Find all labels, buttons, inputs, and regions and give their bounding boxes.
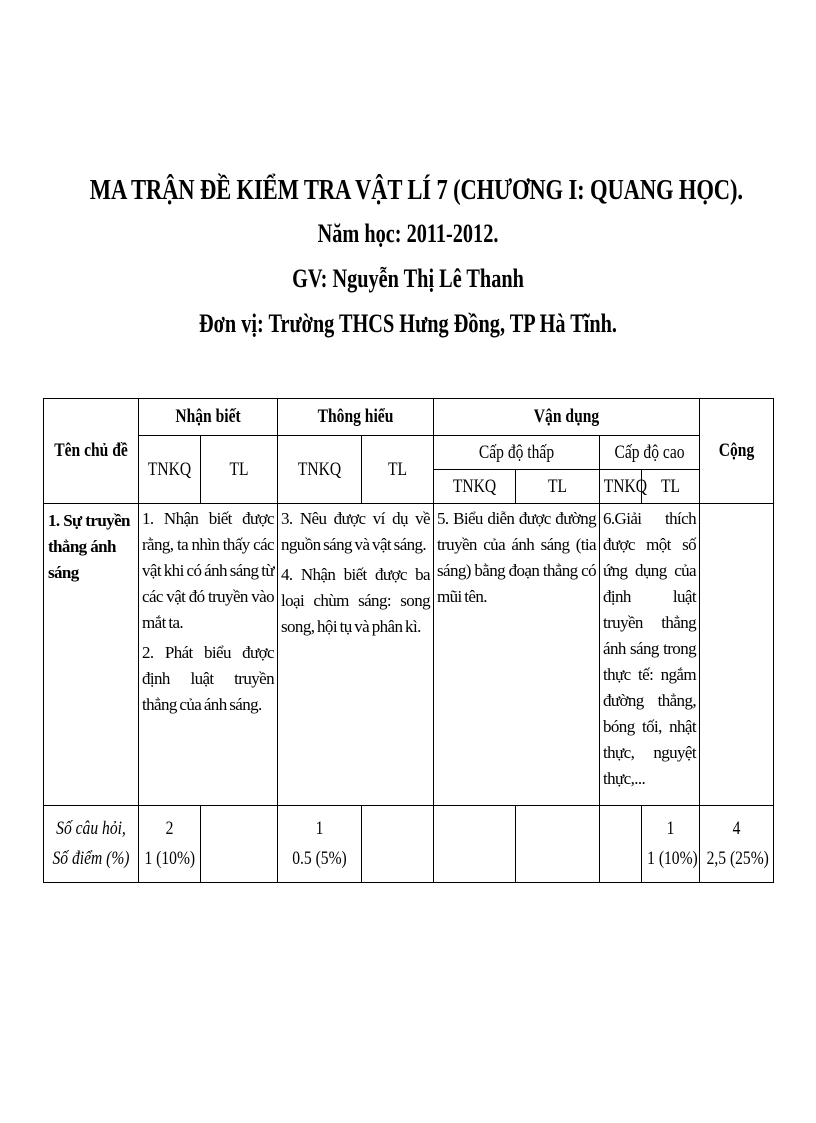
header-topic: Tên chủ đề: [44, 399, 139, 504]
summary-row: [44, 806, 774, 883]
summary-cong: 4 2,5 (25%): [700, 806, 774, 883]
objective-4: 4. Nhận biết được ba loại chùm sáng: song song, hội tụ và phân kì.: [281, 565, 430, 636]
summary-th-tnkq: 1 0.5 (5%): [278, 806, 362, 883]
summary-cao-tnkq: [600, 806, 642, 883]
objective-6: 6.Giải thích được một số ứng dụng của định luật truyền thẳng ánh sáng trong thực tế: ngắm đường thẳng, bóng tối, nhật thực, nguyệt thực,...: [603, 509, 696, 788]
header-nb-tnkq: TNKQ: [139, 436, 201, 504]
header-row-1: [44, 399, 774, 436]
objective-5: 5. Biểu diễn được đường truyền của ánh sáng (tia sáng) bằng đoạn thẳng có mũi tên.: [437, 509, 596, 606]
header-cong: Cộng: [700, 399, 774, 504]
objective-1: 1. Nhận biết được rằng, ta nhìn thấy các vật khi có ánh sáng từ các vật đó truyền vào mắt ta.: [142, 509, 274, 632]
header-cap-do-thap: Cấp độ thấp: [434, 436, 600, 470]
topic-row: [44, 504, 774, 806]
school-year: Năm học: 2011-2012.: [317, 219, 499, 248]
header-van-dung: Vận dụng: [434, 399, 700, 436]
header-row-2: [44, 436, 774, 470]
header-th-tl: TL: [362, 436, 434, 504]
objective-2: 2. Phát biểu được định luật truyền thẳng của ánh sáng.: [142, 643, 274, 714]
van-dung-thap-content: [434, 504, 600, 806]
header-thap-tnkq: TNKQ: [434, 470, 516, 504]
summary-label: Số câu hỏi, Số điểm (%): [44, 806, 139, 883]
summary-thap-tl: [516, 806, 600, 883]
cong-empty: [700, 504, 774, 806]
header-cap-do-cao: Cấp độ cao: [600, 436, 700, 470]
header-th-tnkq: TNKQ: [278, 436, 362, 504]
nhan-biet-content: [139, 504, 278, 806]
summary-nb-tl: [201, 806, 278, 883]
header-thap-tl: TL: [516, 470, 600, 504]
header-cao-tnkq: TNKQ: [600, 470, 642, 504]
header-nhan-biet: Nhận biết: [139, 399, 278, 436]
topic-name: 1. Sự truyền thẳng ánh sáng: [44, 504, 139, 806]
summary-cao-tl: 1 1 (10%): [642, 806, 700, 883]
header-thong-hieu: Thông hiểu: [278, 399, 434, 436]
summary-nb-tnkq: 2 1 (10%): [139, 806, 201, 883]
van-dung-cao-content: [600, 504, 700, 806]
teacher-name: GV: Nguyễn Thị Lê Thanh: [292, 264, 524, 293]
header-nb-tl: TL: [201, 436, 278, 504]
document-header: [0, 172, 816, 341]
document-title: MA TRẬN ĐỀ KIỂM TRA VẬT LÍ 7 (CHƯƠNG I: QUANG HỌC).: [89, 174, 743, 206]
objective-3: 3. Nêu được ví dụ về nguồn sáng và vật sáng.: [281, 509, 430, 554]
header-cao-tl: TL: [642, 470, 700, 504]
summary-th-tl: [362, 806, 434, 883]
test-matrix-table: [43, 398, 774, 883]
summary-thap-tnkq: [434, 806, 516, 883]
thong-hieu-content: [278, 504, 434, 806]
school-unit: Đơn vị: Trường THCS Hưng Đồng, TP Hà Tĩnh.: [199, 309, 617, 338]
